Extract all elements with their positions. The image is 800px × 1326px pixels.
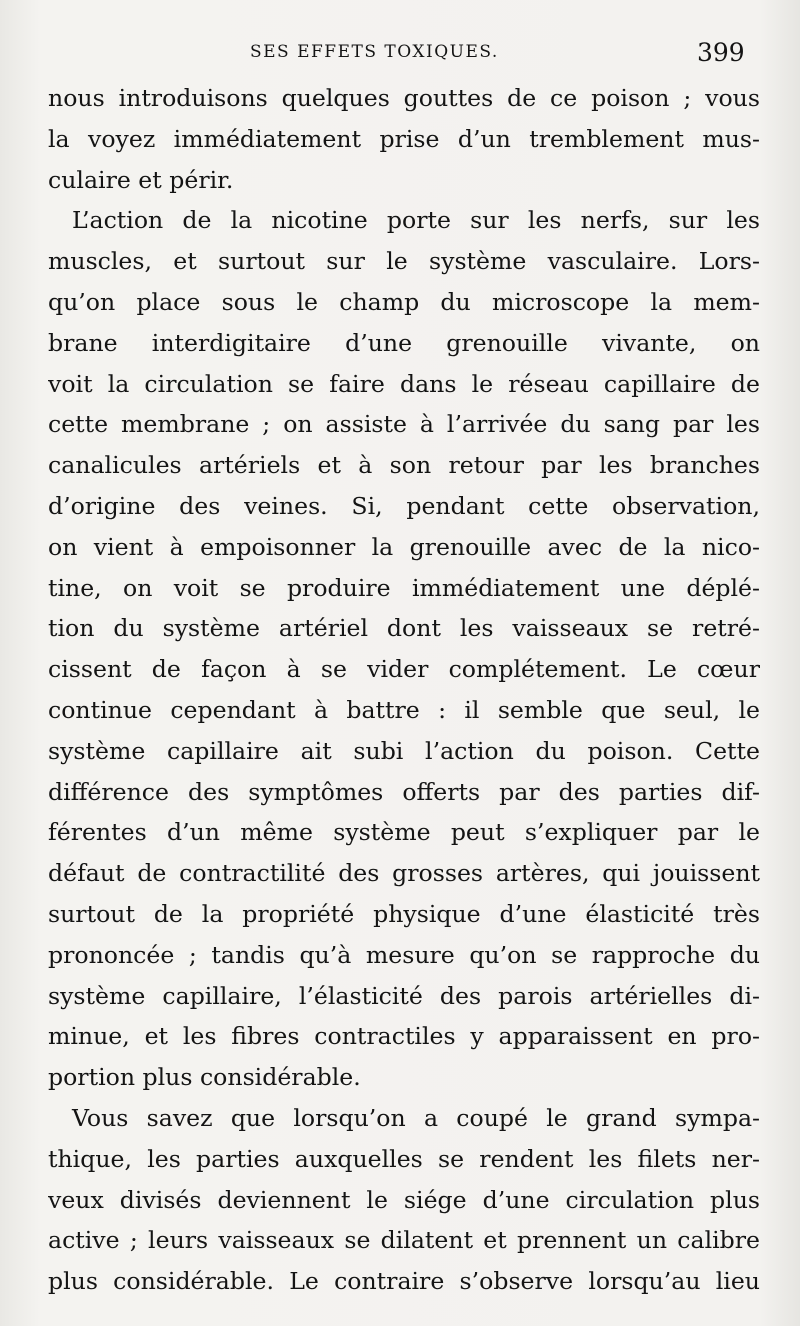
text-line: veux divisés deviennent le siége d’une circulation plus [48,1185,760,1214]
text-line: brane interdigitaire d’une grenouille vivante, on [48,328,760,357]
text-line: différence des symptômes offerts par des parties dif- [48,777,760,806]
running-header [0,38,800,68]
text-line: surtout de la propriété physique d’une élasticité très [48,899,760,928]
text-line: minue, et les fibres contractiles y apparaissent en pro- [48,1022,760,1051]
text-line: plus considérable. Le contraire s’observe lorsqu’au lieu [48,1267,760,1296]
text-line: défaut de contractilité des grosses artères, qui jouissent [48,859,760,888]
paragraph-first-line: L’action de la nicotine porte sur les nerfs, sur les [72,206,760,235]
text-line: canalicules artériels et à son retour par les branches [48,451,760,480]
text-line: système capillaire, l’élasticité des parois artérielles di- [48,981,760,1010]
text-line: continue cependant à battre : il semble que seul, le [48,695,760,724]
text-line: active ; leurs vaisseaux se dilatent et prennent un calibre [48,1226,760,1255]
paragraph-first-line: Vous savez que lorsqu’on a coupé le grand sympa- [72,1103,760,1132]
text-line: portion plus considérable. [48,1063,361,1092]
text-line: d’origine des veines. Si, pendant cette observation, [48,491,760,520]
text-line: on vient à empoisonner la grenouille avec de la nico- [48,532,760,561]
text-line: qu’on place sous le champ du microscope la mem- [48,287,760,316]
text-line: cissent de façon à se vider complétement. Le cœur [48,655,760,684]
text-line: culaire et périr. [48,165,234,194]
text-line: la voyez immédiatement prise d’un tremblement mus- [48,124,760,153]
running-title: SES EFFETS TOXIQUES. [250,42,499,62]
text-line: thique, les parties auxquelles se rendent les filets ner- [48,1144,760,1173]
text-line: férentes d’un même système peut s’expliquer par le [48,818,760,847]
text-line: tine, on voit se produire immédiatement une déplé- [48,573,760,602]
body-text [48,78,760,1302]
text-line: voit la circulation se faire dans le réseau capillaire de [48,369,760,398]
text-line: nous introduisons quelques gouttes de ce poison ; vous [48,84,760,112]
text-line: système capillaire ait subi l’action du poison. Cette [48,736,760,765]
text-line: muscles, et surtout sur le système vasculaire. Lors- [48,247,760,276]
text-line: tion du système artériel dont les vaisseaux se retré- [48,614,760,643]
text-line: cette membrane ; on assiste à l’arrivée du sang par les [48,410,760,439]
page-number: 399 [697,38,745,67]
text-line: prononcée ; tandis qu’à mesure qu’on se rapproche du [48,940,760,969]
